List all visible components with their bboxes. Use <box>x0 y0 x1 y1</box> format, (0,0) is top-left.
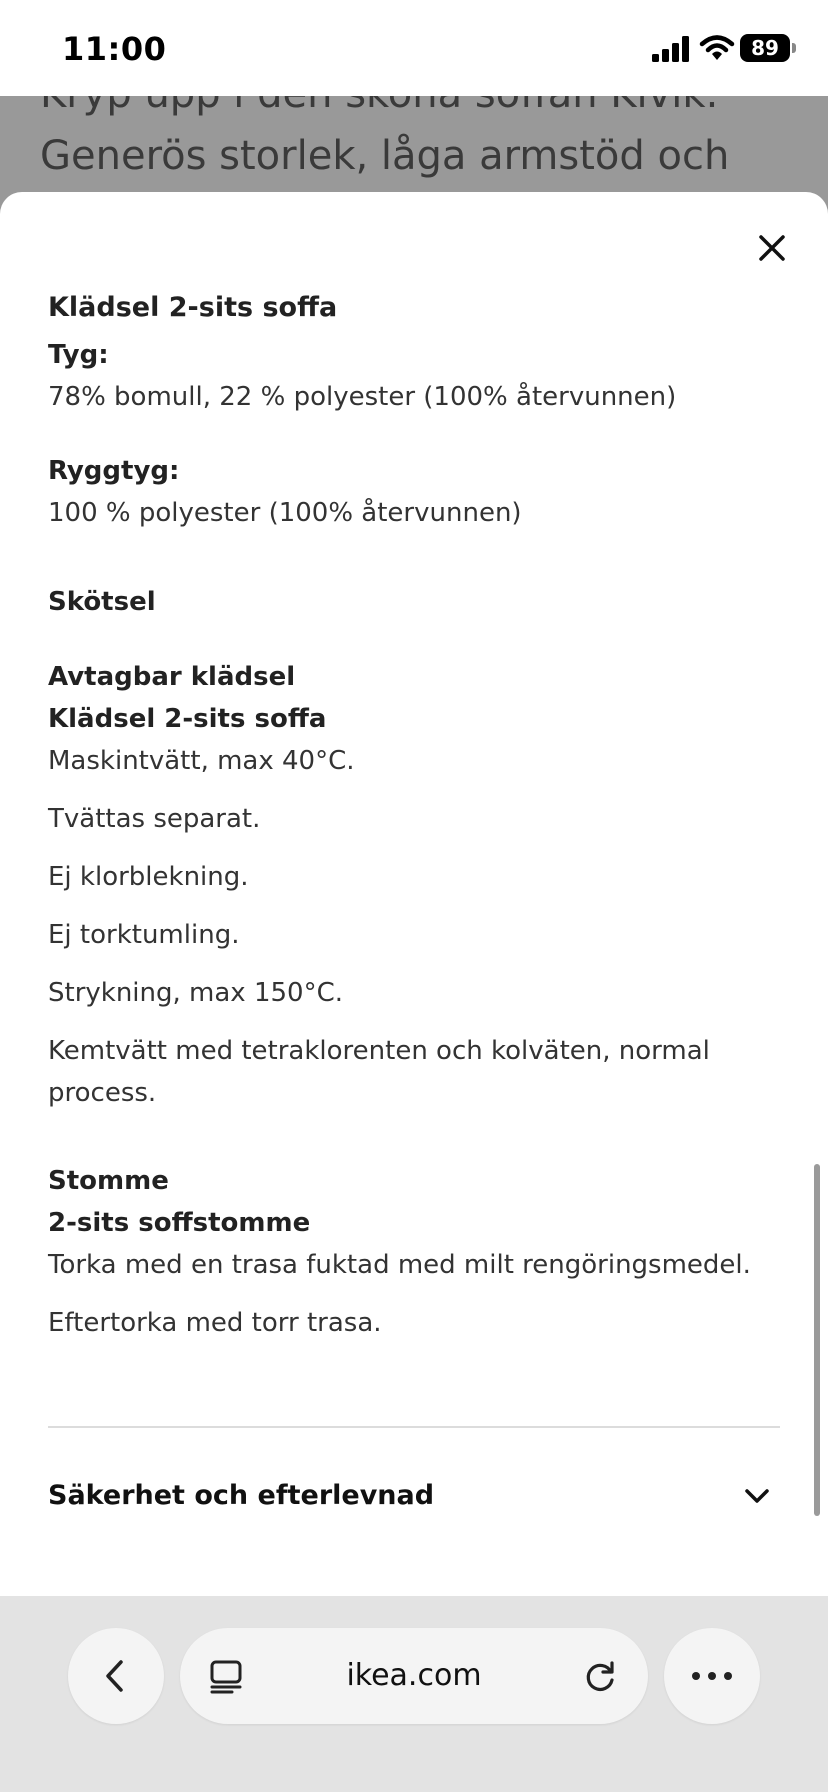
accordion-label: Säkerhet och efterlevnad <box>48 1480 435 1511</box>
care-instruction: process. <box>48 1078 157 1108</box>
back-fabric-label: Ryggtyg: <box>48 456 180 486</box>
battery-tip <box>792 43 796 53</box>
frame-subtitle: 2-sits soffstomme <box>48 1208 311 1238</box>
battery-indicator <box>740 34 796 62</box>
wifi-icon <box>700 34 734 62</box>
address-bar[interactable] <box>180 1628 648 1724</box>
back-fabric-value: 100 % polyester (100% återvunnen) <box>48 498 522 528</box>
section-heading-cut: Klädsel 2-sits soffa <box>48 292 338 323</box>
removable-cover-title: Avtagbar klädsel <box>48 662 296 692</box>
reload-icon[interactable] <box>582 1658 618 1694</box>
close-icon[interactable] <box>752 228 792 268</box>
care-instruction: Ej klorblekning. <box>48 862 249 892</box>
scrollbar[interactable] <box>814 1164 820 1516</box>
care-instruction: Torka med en trasa fuktad med milt rengöringsmedel. <box>48 1250 751 1280</box>
chevron-left-icon <box>100 1658 130 1694</box>
divider <box>48 1426 780 1428</box>
care-instruction: Strykning, max 150°C. <box>48 978 344 1008</box>
battery-level: 89 <box>740 34 790 62</box>
status-bar <box>0 0 828 96</box>
more-icon <box>690 1670 734 1682</box>
care-instruction: Maskintvätt, max 40°C. <box>48 746 355 776</box>
more-button[interactable] <box>664 1628 760 1724</box>
care-instruction: Eftertorka med torr trasa. <box>48 1308 382 1338</box>
removable-cover-subtitle: Klädsel 2-sits soffa <box>48 704 327 734</box>
background-text-line: Generös storlek, låga armstöd och <box>40 133 730 179</box>
product-details-sheet <box>0 192 828 1596</box>
address-url[interactable]: ikea.com <box>346 1658 482 1693</box>
frame-title: Stomme <box>48 1166 169 1196</box>
fabric-label: Tyg: <box>48 340 109 370</box>
browser-toolbar <box>0 1596 828 1792</box>
status-time: 11:00 <box>62 30 167 68</box>
care-heading: Skötsel <box>48 587 156 617</box>
safety-compliance-accordion[interactable] <box>48 1462 780 1532</box>
care-instruction: Kemtvätt med tetraklorenten och kolväten, normal <box>48 1036 710 1066</box>
back-button[interactable] <box>68 1628 164 1724</box>
fabric-value: 78% bomull, 22 % polyester (100% återvunnen) <box>48 382 677 412</box>
chevron-down-icon <box>744 1486 770 1506</box>
care-instruction: Tvättas separat. <box>48 804 261 834</box>
care-instruction: Ej torktumling. <box>48 920 240 950</box>
cellular-signal-icon <box>652 36 692 62</box>
